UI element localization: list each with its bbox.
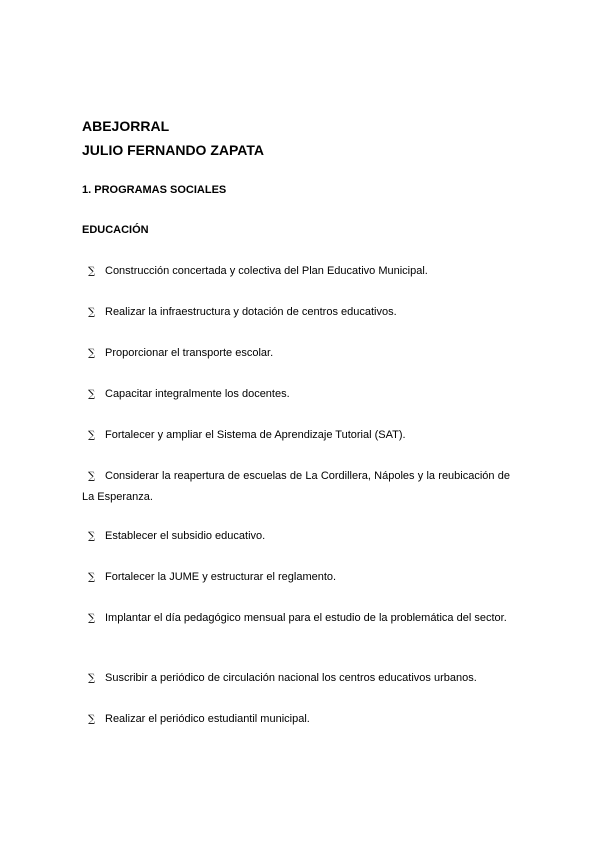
bullet-icon: ∑ xyxy=(88,613,96,624)
subsection-title: EDUCACIÓN xyxy=(82,224,149,236)
list-item-text: Implantar el día pedagógico mensual para el estudio de la problemática del sector. xyxy=(105,612,507,624)
list-item xyxy=(82,709,510,730)
list-item xyxy=(82,526,510,547)
list-item xyxy=(82,261,510,282)
candidate-heading: JULIO FERNANDO ZAPATA xyxy=(82,142,264,158)
list-item-text: Realizar la infraestructura y dotación de centros educativos. xyxy=(105,306,397,318)
bullet-icon: ∑ xyxy=(88,572,96,583)
bullet-icon: ∑ xyxy=(88,389,96,400)
list-item xyxy=(82,425,510,446)
bullet-icon: ∑ xyxy=(88,714,96,725)
bullet-icon: ∑ xyxy=(88,430,96,441)
list-item-text: Fortalecer la JUME y estructurar el reglamento. xyxy=(105,571,337,583)
bullet-icon: ∑ xyxy=(88,266,96,277)
list-item-text: Establecer el subsidio educativo. xyxy=(105,530,266,542)
municipality-heading: ABEJORRAL xyxy=(82,118,170,134)
list-item-text: Realizar el periódico estudiantil municipal. xyxy=(105,713,310,725)
list-item-text: Capacitar integralmente los docentes. xyxy=(105,388,290,400)
list-item xyxy=(82,567,510,588)
list-item-text: Construcción concertada y colectiva del Plan Educativo Municipal. xyxy=(105,265,428,277)
list-item-text: Proporcionar el transporte escolar. xyxy=(105,347,274,359)
list-item xyxy=(82,668,510,689)
list-item-text: Fortalecer y ampliar el Sistema de Aprendizaje Tutorial (SAT). xyxy=(105,429,406,441)
list-item-text: Considerar la reapertura de escuelas de La Cordillera, Nápoles y la reubicación de La Esperanza. xyxy=(82,470,510,503)
section-title: 1. PROGRAMAS SOCIALES xyxy=(82,184,227,196)
bullet-icon: ∑ xyxy=(88,531,96,542)
list-item xyxy=(82,384,510,405)
list-item xyxy=(82,302,510,323)
list-item-text: Suscribir a periódico de circulación nacional los centros educativos urbanos. xyxy=(105,672,477,684)
bullet-icon: ∑ xyxy=(88,307,96,318)
list-item xyxy=(82,343,510,364)
bullet-icon: ∑ xyxy=(88,673,96,684)
bullet-icon: ∑ xyxy=(88,471,96,482)
list-item xyxy=(82,466,510,507)
bullet-icon: ∑ xyxy=(88,348,96,359)
list-item xyxy=(82,608,510,629)
